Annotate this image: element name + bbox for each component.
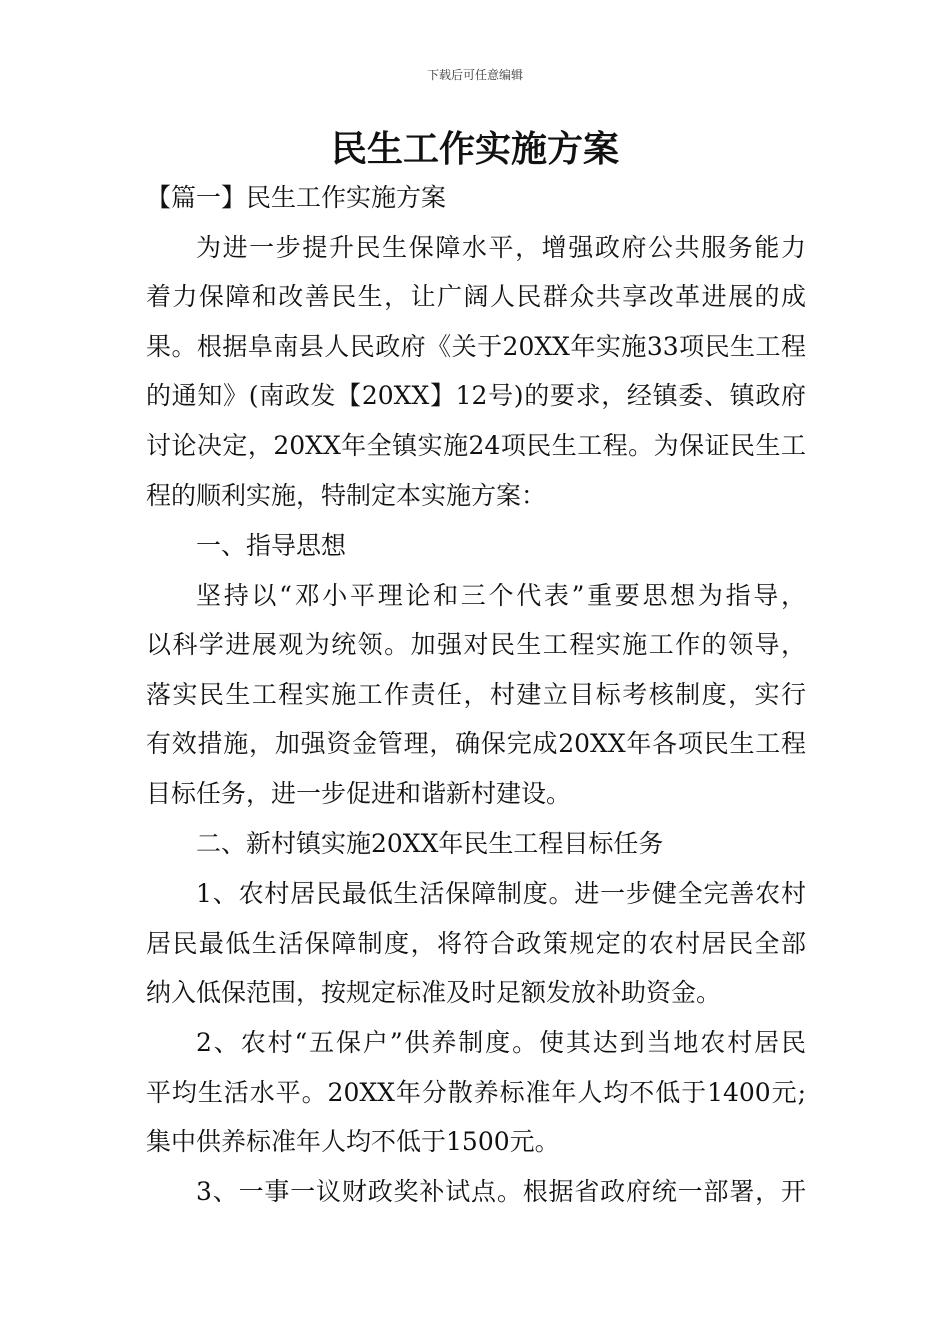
- section-title: 【篇一】民生工作实施方案: [146, 183, 447, 212]
- paragraph-line: 程的顺利实施，特制定本实施方案：: [146, 481, 547, 510]
- paragraph-line: 坚持以“邓小平理论和三个代表”重要思想为指导，: [196, 581, 806, 610]
- paragraph-line: 居民最低生活保障制度，将符合政策规定的农村居民全部: [146, 929, 806, 958]
- paragraph-line: 有效措施，加强资金管理，确保完成20XX年各项民生工程: [146, 729, 806, 758]
- document-title: 民生工作实施方案: [330, 128, 619, 170]
- paragraph-line: 着力保障和改善民生，让广阔人民群众共享改革进展的成: [146, 282, 806, 311]
- paragraph-line: 的通知》(南政发【20XX】12号)的要求，经镇委、镇政府: [146, 381, 806, 410]
- heading-line: 一、指导思想: [196, 531, 347, 560]
- paragraph-line: 为进一步提升民生保障水平，增强政府公共服务能力: [196, 233, 806, 262]
- paragraph-line: 3、一事一议财政奖补试点。根据省政府统一部署，开: [196, 1177, 806, 1206]
- header-note: 下载后可任意编辑: [426, 68, 523, 82]
- paragraph-line: 讨论决定，20XX年全镇实施24项民生工程。为保证民生工: [146, 431, 806, 460]
- paragraph-line: 果。根据阜南县人民政府《关于20XX年实施33项民生工程: [146, 332, 806, 361]
- paragraph-line: 落实民生工程实施工作责任，村建立目标考核制度，实行: [146, 680, 806, 709]
- paragraph-line: 目标任务，进一步促进和谐新村建设。: [146, 779, 572, 808]
- paragraph-line: 平均生活水平。20XX年分散养标准年人均不低于1400元;: [146, 1078, 806, 1107]
- paragraph-line: 集中供养标准年人均不低于1500元。: [146, 1127, 560, 1156]
- heading-line: 二、新村镇实施20XX年民生工程目标任务: [196, 829, 664, 858]
- paragraph-line: 2、农村“五保户”供养制度。使其达到当地农村居民: [196, 1028, 806, 1057]
- paragraph-line: 1、农村居民最低生活保障制度。进一步健全完善农村: [196, 879, 806, 908]
- paragraph-line: 以科学进展观为统领。加强对民生工程实施工作的领导，: [146, 630, 806, 659]
- paragraph-line: 纳入低保范围，按规定标准及时足额发放补助资金。: [146, 978, 722, 1007]
